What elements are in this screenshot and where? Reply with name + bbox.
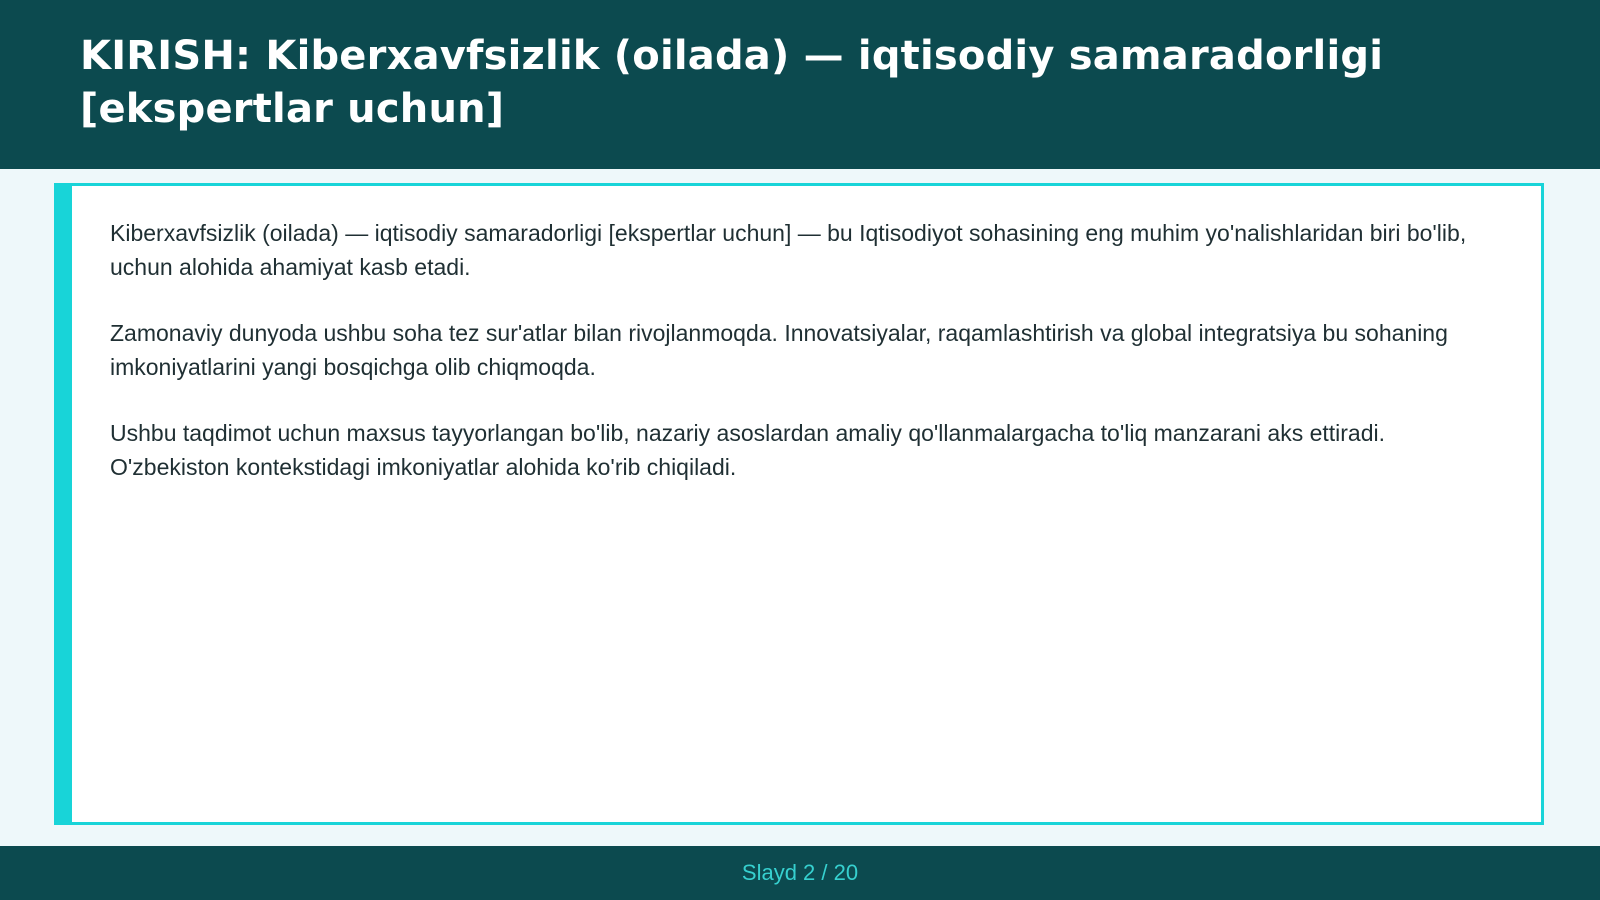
slide-footer	[0, 846, 1600, 900]
content-paragraph-1: Kiberxavfsizlik (oilada) — iqtisodiy samaradorligi [ekspertlar uchun] — bu Iqtisodiyot sohasining eng muhim yo'nalishlaridan biri bo'lib, uchun alohida ahamiyat kasb etadi.	[110, 220, 1467, 280]
content-paragraph-3: Ushbu taqdimot uchun maxsus tayyorlangan bo'lib, nazariy asoslardan amaliy qo'llanmalargacha to'liq manzarani aks ettiradi. O'zbekiston kontekstidagi imkoniyatlar alohida ko'rib chiqiladi.	[110, 420, 1386, 480]
content-card	[54, 183, 1544, 825]
content-paragraph-2: Zamonaviy dunyoda ushbu soha tez sur'atlar bilan rivojlanmoqda. Innovatsiyalar, raqamlashtirish va global integratsiya bu sohaning imkoniyatlarini yangi bosqichga olib chiqmoqda.	[110, 320, 1448, 380]
slide-counter: Slayd 2 / 20	[741, 860, 859, 885]
slide-header	[0, 0, 1600, 169]
slide-title: KIRISH: Kiberxavfsizlik (oilada) — iqtisodiy samaradorligi [ekspertlar uchun]	[80, 33, 1384, 132]
